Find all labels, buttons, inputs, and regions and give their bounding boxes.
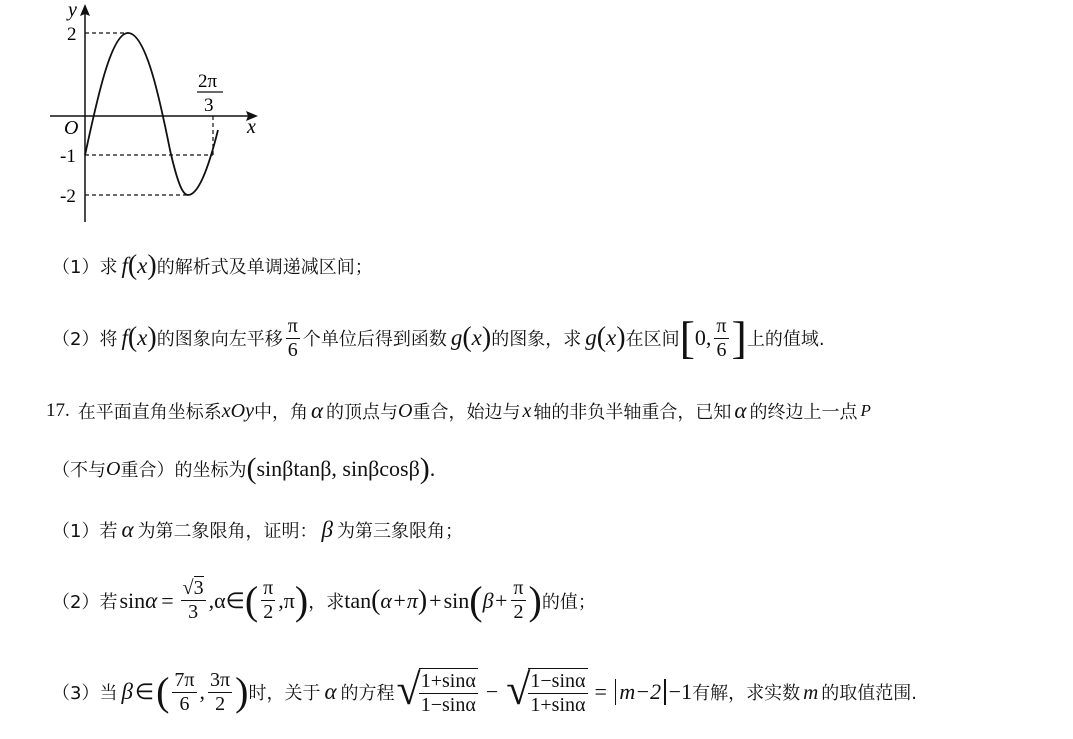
- q16-p2-mid4: 在区间: [625, 329, 680, 350]
- bracket-open: [: [679, 312, 695, 363]
- x-symbol: x: [137, 325, 148, 350]
- P-symbol: P: [860, 401, 871, 420]
- alpha-symbol: α: [145, 587, 158, 613]
- paren-open: (: [127, 250, 138, 281]
- x-mark-numerator: 2π: [198, 71, 218, 92]
- q17-intro2: 中，角: [253, 402, 308, 423]
- q17-intro6: 的终边上一点: [749, 402, 858, 423]
- paren-close: ): [294, 577, 309, 623]
- bracket-close: ]: [731, 312, 747, 363]
- alpha-symbol: α: [310, 398, 324, 423]
- q17-p1-a: （1）若: [52, 521, 118, 542]
- x-axis-label: x: [247, 116, 256, 138]
- q17-part2: [52, 578, 596, 623]
- fraction-sqrt3-over-3: $\frac{√3}{3}$: [182, 577, 204, 623]
- paren-close: ): [528, 577, 542, 623]
- q16-p1-prefix: （1）求: [52, 257, 118, 278]
- paren-open: (: [246, 452, 257, 485]
- q17-p3-c: 的方程: [340, 683, 395, 704]
- fraction-pi-over-6: $\frac{\pi}{6}$: [716, 314, 727, 361]
- q17-p3-a: （3）当: [52, 683, 118, 704]
- q17-p3-b: 时，关于: [248, 683, 321, 704]
- q16-p2-suffix: 上的值域.: [746, 329, 825, 350]
- q17-part1: [52, 517, 463, 543]
- tick-label-neg2: -2: [60, 186, 76, 207]
- O-symbol: O: [398, 399, 413, 422]
- g-symbol: g: [450, 325, 463, 350]
- paren-open: (: [244, 577, 259, 623]
- tan-fn: tan: [344, 587, 372, 613]
- sqrt-expression-2: √ $\frac{1-\sin\alpha}{1+\sin\alpha}$: [506, 665, 586, 716]
- f-symbol: f: [121, 253, 128, 278]
- abs-bar-right: [664, 679, 666, 705]
- sqrt-expression-1: √ $\frac{1+\sin\alpha}{1-\sin\alpha}$: [396, 665, 476, 716]
- q16-p2-mid1: 的图象向左平移: [156, 329, 283, 350]
- q17-part3: [52, 665, 917, 716]
- m-minus-2: m−2: [619, 679, 662, 704]
- fraction-pi-over-2: $\frac{\pi}{2}$: [263, 577, 274, 623]
- q17-intro3: 的顶点与: [326, 402, 399, 423]
- q17-p2-b: ，求: [308, 591, 345, 613]
- x-symbol: x: [471, 325, 482, 350]
- tick-label-2: 2: [67, 24, 77, 45]
- q17-p2-a: （2）若: [52, 591, 118, 613]
- paren-close: ): [147, 250, 157, 281]
- paren-close: ): [481, 322, 492, 353]
- paren-open: (: [156, 669, 170, 714]
- alpha-symbol: α: [121, 517, 134, 542]
- f-symbol: f: [121, 325, 128, 350]
- q17-p3-d: 有解，求实数: [692, 683, 801, 704]
- m-symbol: m: [803, 679, 819, 704]
- fraction-pi-over-2: $\frac{\pi}{2}$: [513, 577, 524, 623]
- q17-line2-a: （不与: [52, 460, 106, 481]
- paren-close: ): [235, 669, 249, 714]
- origin-label: O: [64, 117, 79, 139]
- point-coordinates: sinβtanβ, sinβcosβ: [256, 456, 420, 481]
- sine-curve: [85, 33, 218, 195]
- x-symbol: x: [137, 253, 148, 278]
- paren-open: (: [127, 322, 138, 353]
- q17-line2-b: 重合）的坐标为: [120, 460, 247, 481]
- sin-fn: sin: [443, 587, 470, 613]
- q17-p1-b: 为第二象限角，证明：: [137, 521, 318, 542]
- x-symbol: x: [606, 325, 617, 350]
- q17-p2-c: 的值；: [541, 591, 596, 613]
- equals: =: [594, 679, 607, 704]
- q16-p2-mid3: 的图象，求: [491, 329, 582, 350]
- minus: −: [485, 679, 499, 704]
- fraction-1plus-over-1minus: $\frac{1+\sin\alpha}{1-\sin\alpha}$: [420, 670, 476, 716]
- period: .: [429, 456, 436, 481]
- q16-part1: [52, 250, 373, 282]
- fraction-pi-over-6: $\frac{\pi}{6}$: [287, 314, 298, 361]
- element-of: ∈: [134, 679, 155, 704]
- minus-one: −1: [668, 679, 693, 704]
- abs-bar-left: [615, 679, 617, 705]
- x-symbol: x: [522, 399, 532, 422]
- x-mark-denominator: 3: [204, 95, 214, 116]
- q17-intro5: 轴的非负半轴重合，已知: [533, 402, 732, 423]
- q17-intro1: 在平面直角坐标系: [77, 402, 222, 423]
- paren-open: (: [469, 577, 483, 623]
- beta-symbol: β: [121, 679, 133, 704]
- y-axis-label: y: [68, 0, 77, 21]
- paren-open: (: [596, 322, 607, 353]
- g-symbol: g: [585, 325, 597, 350]
- paren-open: (: [462, 322, 472, 353]
- O-symbol: O: [106, 457, 121, 480]
- paren-close: ): [616, 322, 626, 353]
- fraction-7pi-over-6: $\frac{7\pi}{6}$: [174, 668, 195, 715]
- paren-close: ): [417, 584, 428, 616]
- q16-p1-suffix: 的解析式及单调递减区间；: [156, 257, 373, 278]
- alpha-in: ,α∈: [208, 587, 245, 613]
- fraction-3pi-over-2: $\frac{3\pi}{2}$: [210, 668, 231, 715]
- comma-pi: ,π: [278, 587, 295, 613]
- comma: ,: [199, 679, 206, 704]
- q16-p2-prefix: （2）将: [52, 329, 118, 350]
- xOy-symbol: xOy: [221, 399, 254, 422]
- q17-p1-c: 为第三象限角；: [337, 521, 463, 542]
- plus: +: [429, 587, 442, 613]
- beta-plus: β+: [482, 587, 509, 613]
- alpha-plus-pi: α+π: [380, 587, 418, 613]
- sin-fn: sin: [119, 587, 146, 613]
- q17-number: 17.: [46, 400, 70, 421]
- q17-intro-line1: [46, 398, 871, 424]
- paren-close: ): [419, 452, 430, 485]
- q17-intro4: 重合，始边与: [412, 402, 521, 423]
- paren-close: ): [147, 322, 157, 353]
- interval-start: 0,: [694, 325, 712, 350]
- fraction-1minus-over-1plus: $\frac{1-\sin\alpha}{1+\sin\alpha}$: [530, 670, 586, 716]
- alpha-symbol: α: [734, 398, 747, 423]
- q16-part2: [52, 312, 825, 363]
- function-graph: [40, 0, 270, 230]
- tick-label-neg1: -1: [60, 146, 76, 167]
- q16-p2-mid2: 个单位后得到函数: [302, 329, 447, 350]
- q17-intro-line2: [52, 452, 435, 486]
- beta-symbol: β: [321, 517, 333, 542]
- q17-p3-e: 的取值范围.: [821, 683, 917, 704]
- alpha-symbol: α: [324, 679, 337, 704]
- paren-open: (: [371, 584, 381, 616]
- equals: =: [161, 587, 174, 613]
